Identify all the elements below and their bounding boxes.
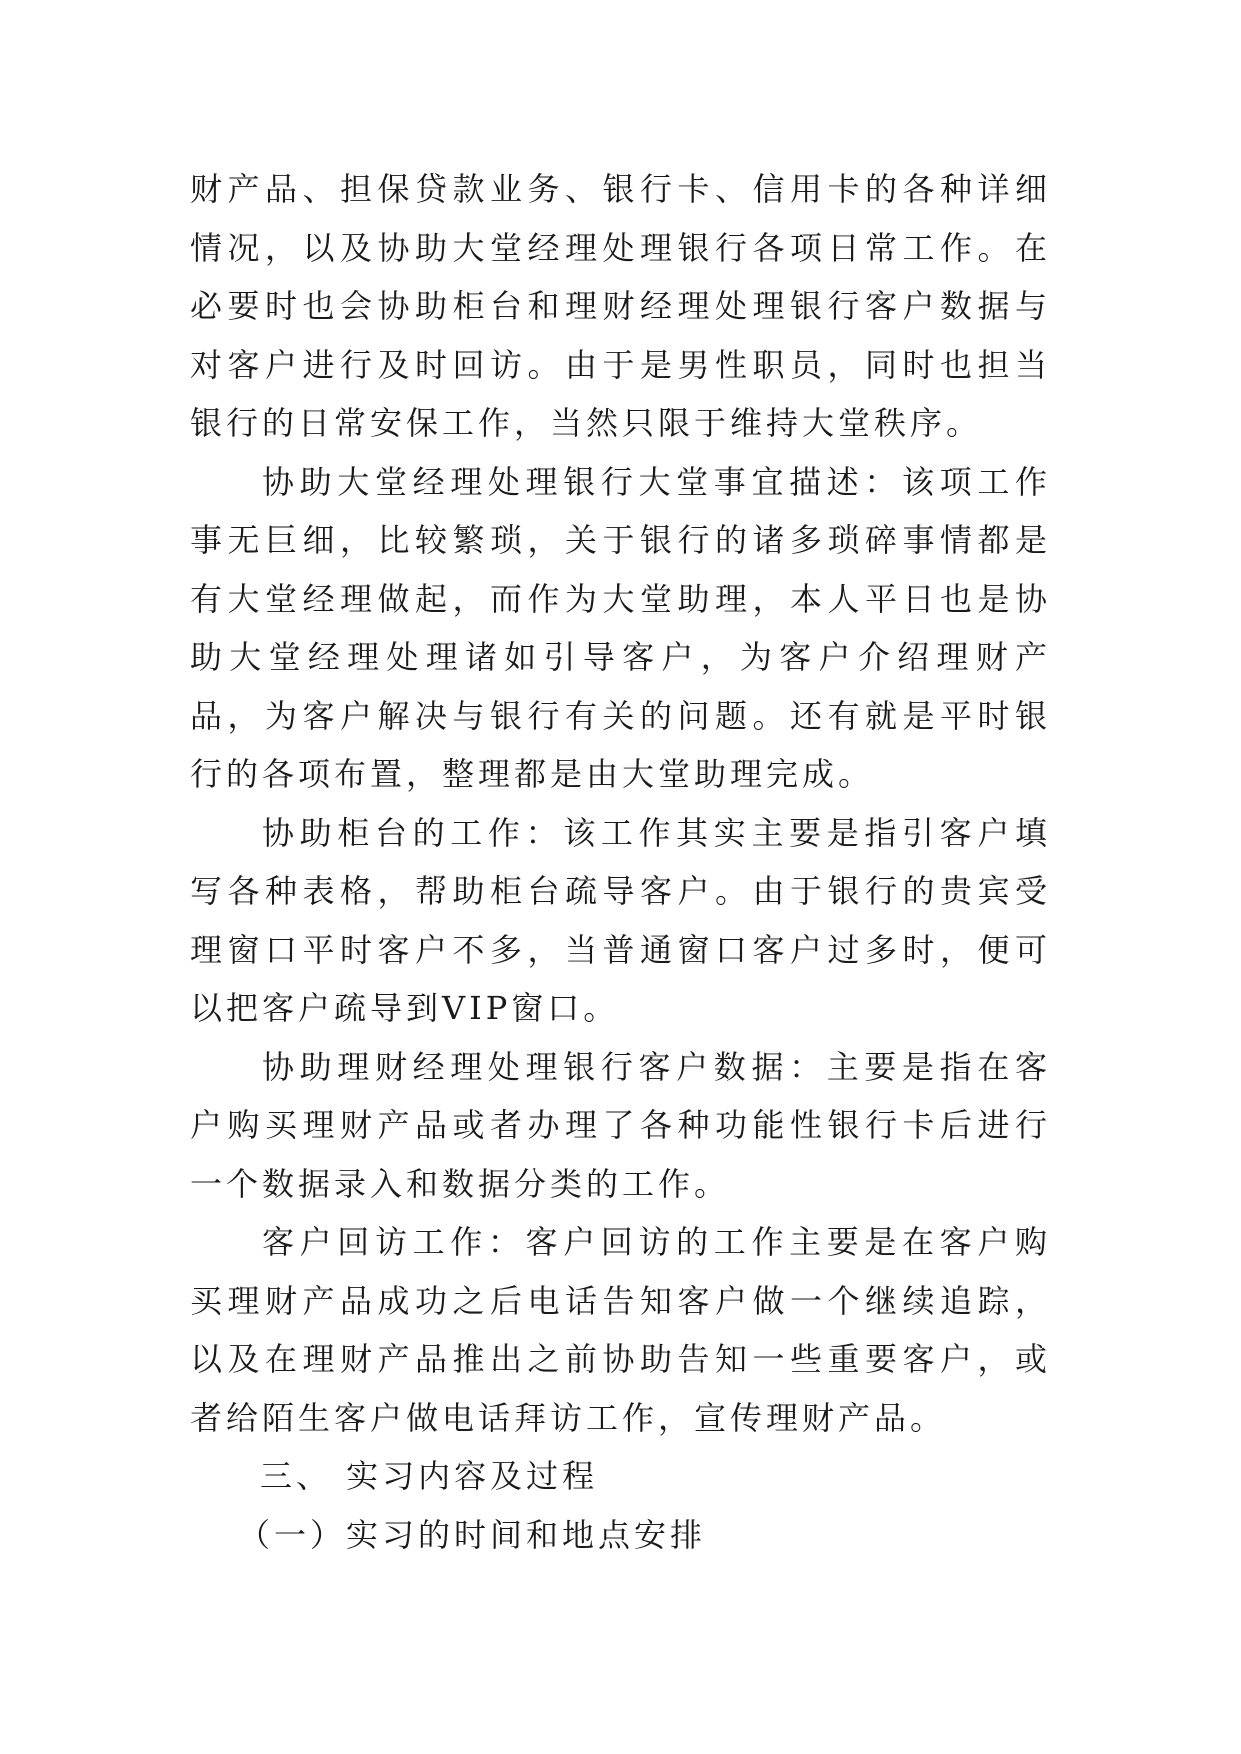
section-heading: 三、 实习内容及过程 <box>260 1457 599 1495</box>
body-paragraph-1: 财产品、担保贷款业务、银行卡、信用卡的各种详细情况，以及协助大堂经理处理银行各项日常工作。在必要时也会协助柜台和理财经理处理银行客户数据与对客户进行及时回访。由于是男性职员，同时也担当银行的日常安保工作，当然只限于维持大堂秩序。 <box>190 170 1051 442</box>
document-page <box>190 160 1051 1564</box>
body-paragraph-3: 协助柜台的工作：该工作其实主要是指引客户填写各种表格，帮助柜台疏导客户。由于银行的贵宾受理窗口平时客户不多，当普通窗口客户过多时，便可以把客户疏导到VIP窗口。 <box>190 813 1051 1027</box>
sub-heading: （一）实习的时间和地点安排 <box>238 1515 707 1554</box>
body-paragraph-2: 协助大堂经理处理银行大堂事宜描述：该项工作事无巨细，比较繁琐，关于银行的诸多琐碎事情都是有大堂经理做起，而作为大堂助理，本人平日也是协助大堂经理处理诸如引导客户，为客户介绍理财产品，为客户解决与银行有关的问题。还有就是平时银行的各项布置，整理都是由大堂助理完成。 <box>190 462 1051 793</box>
body-paragraph-4: 协助理财经理处理银行客户数据：主要是指在客户购买理财产品或者办理了各种功能性银行卡后进行一个数据录入和数据分类的工作。 <box>190 1047 1051 1203</box>
body-paragraph-5: 客户回访工作：客户回访的工作主要是在客户购买理财产品成功之后电话告知客户做一个继续追踪，以及在理财产品推出之前协助告知一些重要客户，或者给陌生客户做电话拜访工作，宣传理财产品。 <box>190 1223 1051 1437</box>
